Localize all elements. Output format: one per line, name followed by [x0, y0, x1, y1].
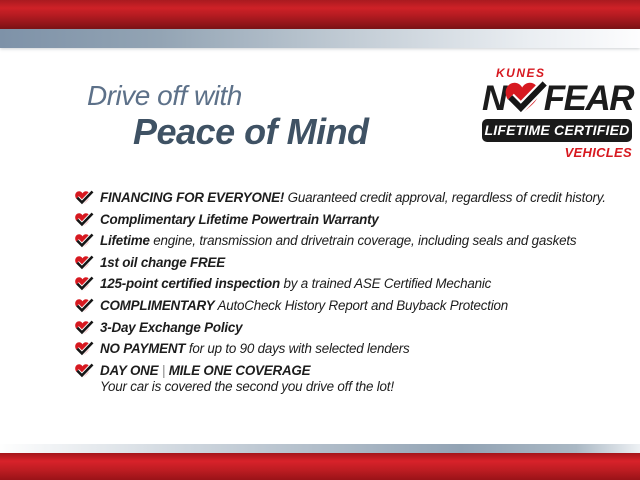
benefit-text: Complimentary Lifetime Powertrain Warranty: [100, 211, 379, 227]
benefit-text: 3-Day Exchange Policy: [100, 319, 243, 335]
kunes-no-fear-logo: [482, 66, 632, 160]
heart-check-bullet-icon: [74, 233, 94, 249]
heart-check-bullet-icon: [74, 341, 94, 357]
headline-line1: Drive off with: [87, 80, 242, 111]
benefit-item: [74, 320, 622, 336]
benefit-item: [74, 341, 622, 357]
heart-check-bullet-icon: [74, 363, 94, 379]
heart-check-icon: [503, 80, 548, 116]
benefit-text: DAY ONE | MILE ONE COVERAGE Your car is covered the second you drive off the lot!: [100, 362, 394, 394]
benefit-text: 125-point certified inspection by a trained ASE Certified Mechanic: [100, 276, 492, 292]
heart-check-bullet-icon: [74, 212, 94, 228]
benefit-text: COMPLIMENTARY AutoCheck History Report and Buyback Protection: [100, 297, 509, 313]
top-gray-bar: [0, 29, 640, 48]
logo-word-left: N: [482, 79, 506, 118]
benefit-text: 1st oil change FREE: [100, 254, 225, 270]
logo-lifetime-certified-banner: LIFETIME CERTIFIED: [482, 119, 632, 142]
logo-vehicles-label: VEHICLES: [564, 145, 632, 160]
logo-main: [482, 80, 632, 118]
heart-check-bullet-icon: [74, 298, 94, 314]
logo-brand: KUNES: [496, 66, 546, 80]
bottom-gray-bar: [0, 444, 640, 453]
benefit-item: [74, 233, 622, 249]
headline: [87, 80, 369, 151]
benefit-item: [74, 276, 622, 292]
benefit-item: [74, 363, 622, 394]
bottom-red-bar: [0, 453, 640, 480]
benefits-list: [74, 190, 622, 399]
benefit-text: FINANCING FOR EVERYONE! Guaranteed credit approval, regardless of credit history.: [100, 190, 606, 205]
heart-check-bullet-icon: [74, 255, 94, 271]
heart-check-bullet-icon: [74, 276, 94, 292]
logo-word-right: FEAR: [543, 79, 634, 118]
top-red-bar: [0, 0, 640, 29]
benefit-text: NO PAYMENT for up to 90 days with selected lenders: [100, 341, 410, 357]
benefit-item: [74, 190, 622, 206]
benefit-item: [74, 212, 622, 228]
benefit-item: [74, 255, 622, 271]
benefit-item: [74, 298, 622, 314]
benefit-text: Lifetime engine, transmission and drivetrain coverage, including seals and gaskets: [100, 233, 577, 249]
heart-check-bullet-icon: [74, 320, 94, 336]
headline-line2: Peace of Mind: [133, 111, 369, 152]
heart-check-bullet-icon: [74, 190, 94, 206]
